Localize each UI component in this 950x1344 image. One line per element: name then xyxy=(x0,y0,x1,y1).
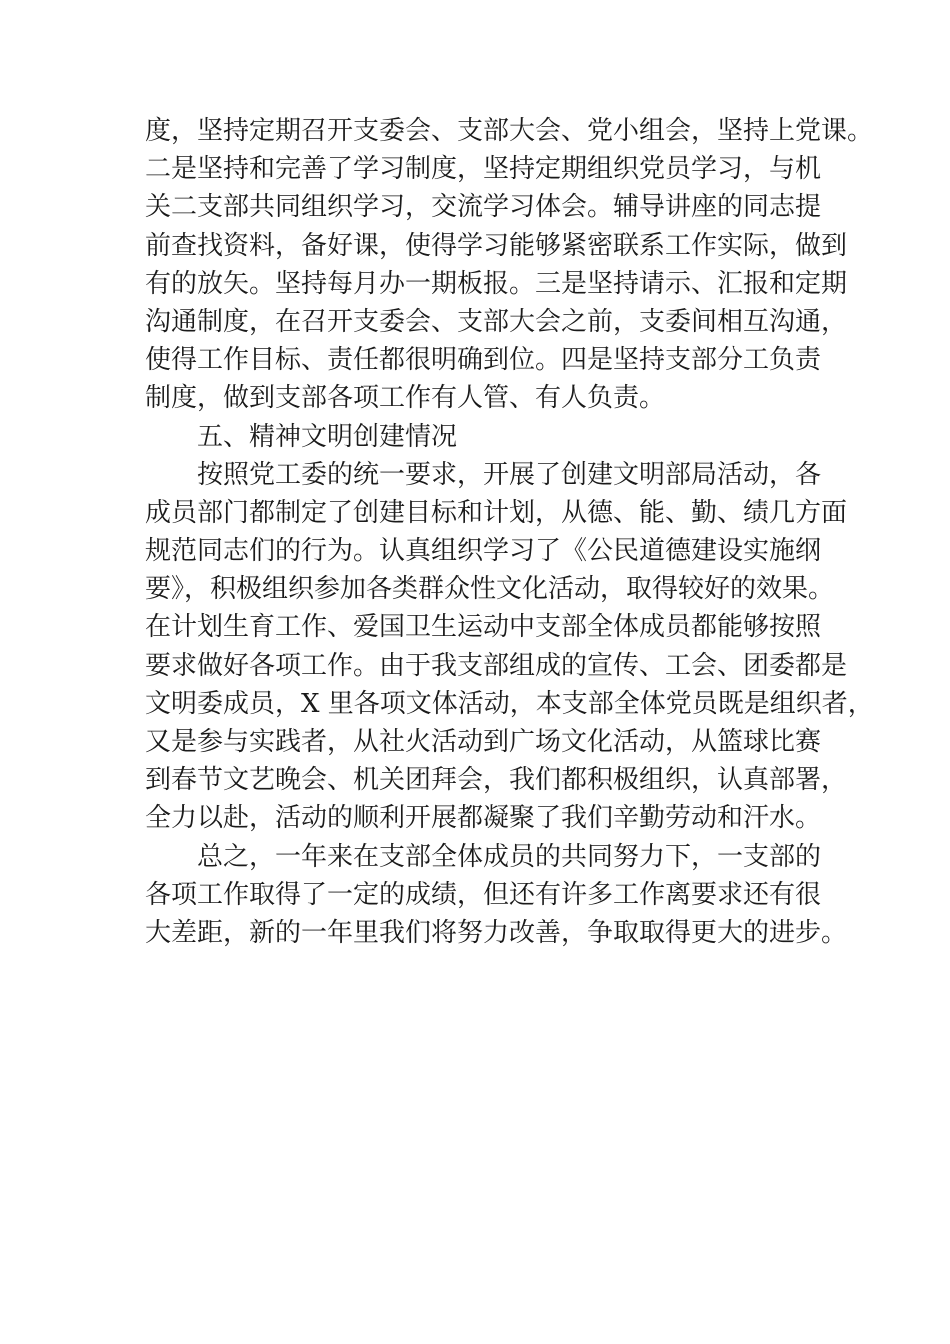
text-line: 度，坚持定期召开支委会、支部大会、党小组会，坚持上党课。 xyxy=(145,116,874,146)
text-line: 关二支部共同组织学习，交流学习体会。辅导讲座的同志提 xyxy=(145,192,822,223)
text-line: 成员部门都制定了创建目标和计划，从德、能、勤、绩几方面 xyxy=(145,497,848,528)
text-line: 规范同志们的行为。认真组织学习了《公民道德建设实施纲 xyxy=(145,536,822,567)
text-line: 沟通制度，在召开支委会、支部大会之前，支委间相互沟通， xyxy=(145,306,848,337)
text-line: 制度，做到支部各项工作有人管、有人负责。 xyxy=(145,383,666,414)
text-line: 要求做好各项工作。由于我支部组成的宣传、工会、团委都是 xyxy=(145,650,848,681)
text-line: 要》，积极组织参加各类群众性文化活动，取得较好的效果。 xyxy=(145,574,835,605)
text-line: 二是坚持和完善了学习制度，坚持定期组织党员学习，与机 xyxy=(145,154,822,185)
text-line: 按照党工委的统一要求，开展了创建文明部局活动，各 xyxy=(197,459,822,490)
text-line: 在计划生育工作、爱国卫生运动中支部全体成员都能够按照 xyxy=(145,612,822,643)
section-heading-text: 五、精神文明创建情况 xyxy=(197,421,458,452)
text-line: 总之，一年来在支部全体成员的共同努力下，一支部的 xyxy=(197,841,822,872)
text-line: 各项工作取得了一定的成绩，但还有许多工作离要求还有很 xyxy=(145,879,822,910)
text-line: 大差距，新的一年里我们将努力改善，争取取得更大的进步。 xyxy=(145,917,848,948)
text-line: 使得工作目标、责任都很明确到位。四是坚持支部分工负责 xyxy=(145,345,822,376)
text-line: 前查找资料，备好课，使得学习能够紧密联系工作实际，做到 xyxy=(145,230,848,261)
paragraph-1 xyxy=(145,112,874,418)
text-line: 全力以赴，活动的顺利开展都凝聚了我们辛勤劳动和汗水。 xyxy=(145,803,822,834)
section-heading-5 xyxy=(145,418,809,456)
paragraph-2 xyxy=(145,456,874,838)
text-line: 到春节文艺晚会、机关团拜会，我们都积极组织，认真部署， xyxy=(145,765,848,796)
paragraph-3 xyxy=(145,838,848,953)
text-line: 文明委成员，X 里各项文体活动，本支部全体党员既是组织者， xyxy=(145,688,874,719)
text-line: 有的放矢。坚持每月办一期板报。三是坚持请示、汇报和定期 xyxy=(145,268,848,299)
text-line: 又是参与实践者，从社火活动到广场文化活动，从篮球比赛 xyxy=(145,727,822,757)
document-body xyxy=(145,112,874,952)
